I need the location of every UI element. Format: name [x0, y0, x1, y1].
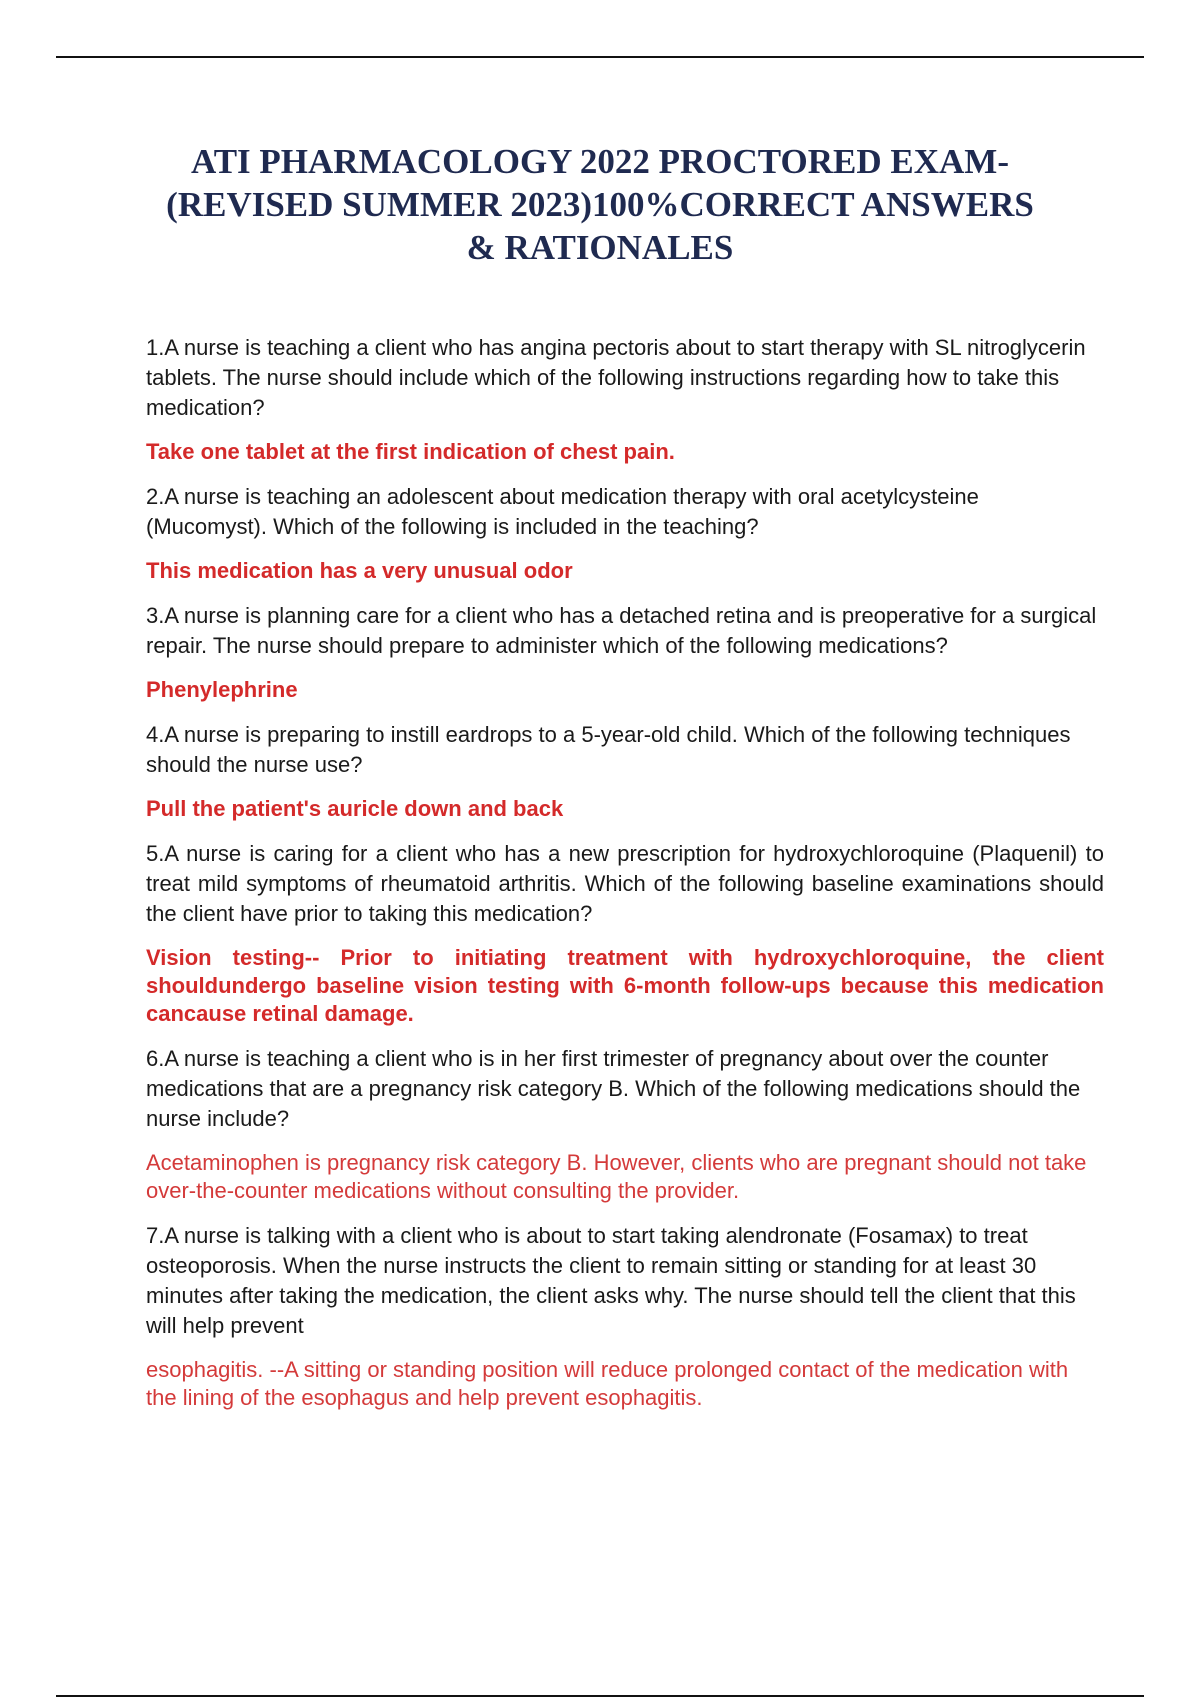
title-line-3: & RATIONALES [466, 228, 734, 267]
question-3: 3.A nurse is planning care for a client who has a detached retina and is preoperative for a surgical repair. The nurse should prepare to administer which of the following medications? [146, 603, 1097, 658]
question-4: 4.A nurse is preparing to instill eardrops to a 5-year-old child. Which of the following techniques should the nurse use? [146, 722, 1071, 777]
answer-3: Phenylephrine [146, 677, 298, 702]
answer-1: Take one tablet at the first indication of chest pain. [146, 439, 675, 464]
title-line-1: ATI PHARMACOLOGY 2022 PROCTORED EXAM- [191, 142, 1009, 181]
qa-item-1 [146, 333, 1104, 466]
qa-item-2 [146, 482, 1104, 585]
question-1: 1.A nurse is teaching a client who has angina pectoris about to start therapy with SL nitroglycerin tablets. The nurse should include which of the following instructions regarding how to take this medication? [146, 335, 1086, 420]
title-line-2: (REVISED SUMMER 2023)100%CORRECT ANSWERS [166, 185, 1034, 224]
question-5: 5.A nurse is caring for a client who has a new prescription for hydroxychloroquine (Plaquenil) to treat mild symptoms of rheumatoid arthritis. Which of the following baseline examinations should the client have prior to taking this medication? [146, 841, 1104, 926]
qa-list [146, 333, 1104, 1428]
qa-item-3 [146, 601, 1104, 704]
qa-item-7 [146, 1221, 1104, 1412]
qa-item-4 [146, 720, 1104, 823]
question-2: 2.A nurse is teaching an adolescent about medication therapy with oral acetylcysteine (Mucomyst). Which of the following is included in the teaching? [146, 484, 979, 539]
question-6: 6.A nurse is teaching a client who is in her first trimester of pregnancy about over the counter medications that are a pregnancy risk category B. Which of the following medications should the nurse include? [146, 1046, 1081, 1131]
answer-5: Vision testing-- Prior to initiating treatment with hydroxychloroquine, the client shouldundergo baseline vision testing with 6-month follow-ups because this medication cancause retinal damage. [146, 945, 1104, 1026]
answer-6: Acetaminophen is pregnancy risk category B. However, clients who are pregnant should not take over-the-counter medications without consulting the provider. [146, 1150, 1087, 1203]
bottom-rule [56, 1695, 1144, 1697]
answer-4: Pull the patient's auricle down and back [146, 796, 564, 821]
qa-item-6 [146, 1044, 1104, 1205]
answer-7: esophagitis. --A sitting or standing position will reduce prolonged contact of the medication with the lining of the esophagus and help prevent esophagitis. [146, 1357, 1069, 1410]
document-title [100, 140, 1100, 269]
top-rule [56, 56, 1144, 58]
answer-2: This medication has a very unusual odor [146, 558, 573, 583]
question-7: 7.A nurse is talking with a client who is about to start taking alendronate (Fosamax) to treat osteoporosis. When the nurse instructs the client to remain sitting or standing for at least 30 minutes after taking the medication, the client asks why. The nurse should tell the client that this will help prevent [146, 1223, 1076, 1338]
qa-item-5 [146, 839, 1104, 1028]
